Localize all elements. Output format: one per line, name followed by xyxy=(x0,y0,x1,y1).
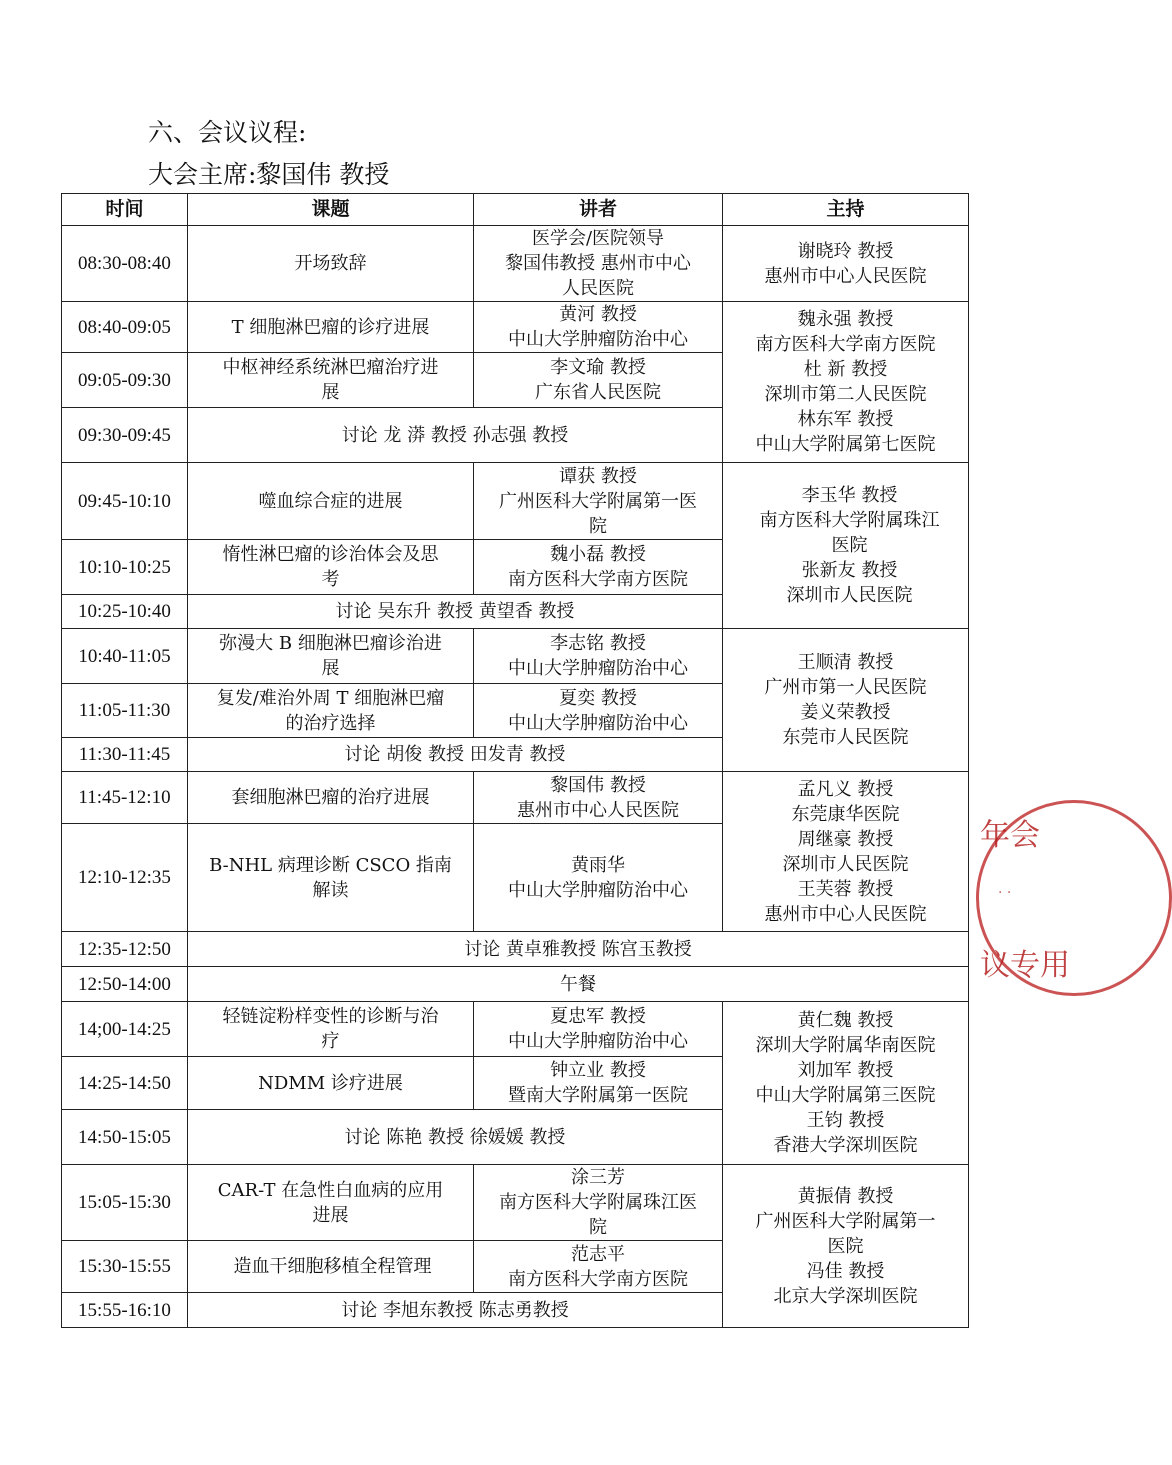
speaker-line: 李志铭 教授 xyxy=(550,633,646,654)
stamp-text-top: 年会 xyxy=(980,818,1040,853)
speaker-cell xyxy=(474,1241,723,1293)
topic-cell xyxy=(188,1165,474,1241)
topic-line: 弥漫大 B 细胞淋巴瘤诊治进 xyxy=(219,633,442,654)
host-cell xyxy=(723,302,969,463)
time-cell: 11:30-11:45 xyxy=(62,738,188,772)
speaker-cell xyxy=(474,1165,723,1241)
speaker-line: 医学会/医院领导 xyxy=(531,228,665,249)
speaker-line: 黎国伟教授 惠州市中心 xyxy=(505,253,691,274)
host-line: 王钧 教授 xyxy=(806,1110,885,1131)
host-line: 中山大学附属第七医院 xyxy=(755,434,936,455)
topic-line: CAR-T 在急性白血病的应用 xyxy=(217,1179,444,1201)
table-row xyxy=(62,967,969,1002)
topic-cell: 造血干细胞移植全程管理 xyxy=(188,1241,474,1293)
host-cell xyxy=(723,226,969,302)
topic-line: 展 xyxy=(321,658,340,679)
host-line: 深圳市人民医院 xyxy=(782,853,909,875)
speaker-line: 暨南大学附属第一医院 xyxy=(508,1085,688,1106)
host-cell xyxy=(723,463,969,629)
speaker-line: 南方医科大学南方医院 xyxy=(508,1268,688,1290)
topic-line: 复发/难治外周 T 细胞淋巴瘤 xyxy=(216,687,445,709)
host-line: 黄仁魏 教授 xyxy=(797,1010,894,1031)
time-cell: 14:25-14:50 xyxy=(62,1057,188,1110)
speaker-line: 惠州市中心人民医院 xyxy=(517,799,679,821)
table-row xyxy=(62,629,969,684)
speaker-line: 院 xyxy=(589,515,607,537)
table-row xyxy=(62,463,969,540)
time-cell: 09:30-09:45 xyxy=(62,408,188,463)
time-cell: 15:30-15:55 xyxy=(62,1241,188,1293)
time-cell: 08:40-09:05 xyxy=(62,302,188,353)
speaker-line: 黄雨华 xyxy=(571,854,625,876)
host-line: 黄振倩 教授 xyxy=(797,1185,894,1207)
discussion-cell: 讨论 陈艳 教授 徐媛媛 教授 xyxy=(188,1110,723,1165)
speaker-line: 院 xyxy=(589,1217,607,1238)
speaker-line: 范志平 xyxy=(571,1243,625,1265)
speaker-line: 南方医科大学南方医院 xyxy=(508,569,688,590)
red-seal-stamp xyxy=(968,790,1070,1010)
stamp-dots: · · xyxy=(998,885,1012,901)
host-cell xyxy=(723,1002,969,1165)
host-line: 广州医科大学附属第一 xyxy=(755,1210,936,1232)
host-line: 冯佳 教授 xyxy=(806,1260,885,1282)
speaker-line: 钟立业 教授 xyxy=(550,1060,646,1081)
time-cell: 09:05-09:30 xyxy=(62,353,188,408)
time-cell: 10:10-10:25 xyxy=(62,540,188,595)
table-row xyxy=(62,226,969,302)
speaker-cell xyxy=(474,772,723,824)
host-line: 惠州市中心人民医院 xyxy=(764,903,927,925)
topic-line: 解读 xyxy=(312,879,349,901)
topic-line: 疗 xyxy=(321,1031,340,1052)
host-line: 姜义荣教授 xyxy=(800,702,891,723)
table-row xyxy=(62,1165,969,1241)
speaker-line: 夏忠军 教授 xyxy=(550,1006,646,1027)
speaker-line: 南方医科大学附属珠江医 xyxy=(499,1192,697,1213)
host-line: 杜 新 教授 xyxy=(803,359,888,380)
speaker-cell xyxy=(474,302,723,353)
chair-heading: 大会主席:黎国伟 教授 xyxy=(148,160,390,189)
lunch-cell: 午餐 xyxy=(188,967,969,1002)
speaker-line: 魏小磊 教授 xyxy=(550,544,646,565)
topic-line: 展 xyxy=(321,382,340,403)
speaker-line: 中山大学肿瘤防治中心 xyxy=(508,712,688,734)
host-line: 广州市第一人民医院 xyxy=(764,677,927,698)
host-line: 林东军 教授 xyxy=(797,409,894,430)
host-line: 周继豪 教授 xyxy=(797,828,894,850)
stamp-text-bottom: 议专用 xyxy=(980,948,1070,983)
table-row xyxy=(62,302,969,353)
speaker-line: 夏奕 教授 xyxy=(559,687,637,709)
host-line: 中山大学附属第三医院 xyxy=(755,1085,936,1106)
speaker-line: 黄河 教授 xyxy=(559,304,637,325)
time-cell: 11:05-11:30 xyxy=(62,684,188,738)
speaker-cell xyxy=(474,629,723,684)
header-speaker: 讲者 xyxy=(474,194,723,226)
topic-cell xyxy=(188,824,474,932)
host-line: 深圳大学附属华南医院 xyxy=(755,1035,936,1056)
table-row xyxy=(62,932,969,967)
topic-line: 惰性淋巴瘤的诊治体会及思 xyxy=(222,544,439,565)
host-cell xyxy=(723,1165,969,1328)
speaker-cell xyxy=(474,1057,723,1110)
topic-cell: T 细胞淋巴瘤的诊疗进展 xyxy=(188,302,474,353)
time-cell: 10:25-10:40 xyxy=(62,595,188,629)
speaker-cell xyxy=(474,353,723,408)
host-line: 王顺清 教授 xyxy=(797,652,894,673)
topic-cell xyxy=(188,1002,474,1057)
host-line: 南方医科大学南方医院 xyxy=(755,334,936,355)
header-host: 主持 xyxy=(723,194,969,226)
speaker-line: 人民医院 xyxy=(562,278,634,299)
time-cell: 14;00-14:25 xyxy=(62,1002,188,1057)
speaker-line: 中山大学肿瘤防治中心 xyxy=(508,329,688,350)
topic-line: B-NHL 病理诊断 CSCO 指南 xyxy=(209,854,452,876)
host-line: 东莞市人民医院 xyxy=(782,727,909,748)
host-line: 北京大学深圳医院 xyxy=(773,1285,918,1307)
time-cell: 12:10-12:35 xyxy=(62,824,188,932)
speaker-cell xyxy=(474,824,723,932)
topic-cell xyxy=(188,629,474,684)
time-cell: 08:30-08:40 xyxy=(62,226,188,302)
discussion-cell: 讨论 黄卓雅教授 陈宫玉教授 xyxy=(188,932,969,967)
topic-line: 轻链淀粉样变性的诊断与治 xyxy=(222,1006,439,1027)
speaker-line: 涂三芳 xyxy=(571,1167,625,1188)
host-cell xyxy=(723,772,969,932)
speaker-line: 中山大学肿瘤防治中心 xyxy=(508,658,688,679)
discussion-cell: 讨论 李旭东教授 陈志勇教授 xyxy=(188,1293,723,1328)
discussion-cell: 讨论 龙 漭 教授 孙志强 教授 xyxy=(188,408,723,463)
speaker-cell xyxy=(474,1002,723,1057)
host-line: 魏永强 教授 xyxy=(797,309,894,330)
time-cell: 11:45-12:10 xyxy=(62,772,188,824)
topic-cell: 套细胞淋巴瘤的治疗进展 xyxy=(188,772,474,824)
speaker-cell xyxy=(474,684,723,738)
table-header-row xyxy=(62,194,969,226)
time-cell: 10:40-11:05 xyxy=(62,629,188,684)
host-line: 深圳市第二人民医院 xyxy=(764,384,927,405)
table-row xyxy=(62,772,969,824)
host-line: 东莞康华医院 xyxy=(791,803,900,825)
discussion-cell: 讨论 吴东升 教授 黄望香 教授 xyxy=(188,595,723,629)
topic-line: 进展 xyxy=(312,1204,349,1226)
host-line: 王芙蓉 教授 xyxy=(797,878,894,900)
topic-line: 的治疗选择 xyxy=(285,712,376,734)
speaker-line: 黎国伟 教授 xyxy=(550,774,646,796)
speaker-cell xyxy=(474,226,723,302)
agenda-table xyxy=(61,193,969,1328)
host-line: 医院 xyxy=(831,535,868,556)
header-topic: 课题 xyxy=(188,194,474,226)
topic-cell xyxy=(188,540,474,595)
host-line: 孟凡义 教授 xyxy=(797,778,894,800)
stamp-ring xyxy=(976,800,1172,996)
time-cell: 12:35-12:50 xyxy=(62,932,188,967)
topic-cell xyxy=(188,684,474,738)
topic-cell: 噬血综合症的进展 xyxy=(188,463,474,540)
speaker-line: 广东省人民医院 xyxy=(535,382,661,403)
table-row xyxy=(62,1002,969,1057)
host-line: 医院 xyxy=(827,1235,864,1257)
host-line: 张新友 教授 xyxy=(801,560,898,581)
time-cell: 15:55-16:10 xyxy=(62,1293,188,1328)
speaker-line: 李文瑜 教授 xyxy=(550,357,646,378)
host-line: 深圳市人民医院 xyxy=(786,585,913,606)
topic-cell: NDMM 诊疗进展 xyxy=(188,1057,474,1110)
discussion-cell: 讨论 胡俊 教授 田发青 教授 xyxy=(188,738,723,772)
host-cell xyxy=(723,629,969,772)
speaker-cell xyxy=(474,463,723,540)
host-line: 李玉华 教授 xyxy=(801,485,898,506)
section-heading: 六、会议议程: xyxy=(148,118,307,147)
topic-cell xyxy=(188,353,474,408)
host-line: 南方医科大学附属珠江 xyxy=(759,510,940,531)
speaker-line: 中山大学肿瘤防治中心 xyxy=(508,879,688,901)
header-time: 时间 xyxy=(62,194,188,226)
host-line: 香港大学深圳医院 xyxy=(773,1135,918,1156)
time-cell: 14:50-15:05 xyxy=(62,1110,188,1165)
time-cell: 09:45-10:10 xyxy=(62,463,188,540)
topic-cell: 开场致辞 xyxy=(188,226,474,302)
host-line: 谢晓玲 教授 xyxy=(797,240,894,262)
speaker-cell xyxy=(474,540,723,595)
topic-line: 考 xyxy=(321,569,340,590)
time-cell: 12:50-14:00 xyxy=(62,967,188,1002)
speaker-line: 广州医科大学附属第一医 xyxy=(499,490,697,512)
speaker-line: 中山大学肿瘤防治中心 xyxy=(508,1031,688,1052)
time-cell: 15:05-15:30 xyxy=(62,1165,188,1241)
topic-line: 中枢神经系统淋巴瘤治疗进 xyxy=(222,357,439,378)
host-line: 惠州市中心人民医院 xyxy=(764,265,927,287)
speaker-line: 谭获 教授 xyxy=(559,465,637,487)
host-line: 刘加军 教授 xyxy=(797,1060,894,1081)
